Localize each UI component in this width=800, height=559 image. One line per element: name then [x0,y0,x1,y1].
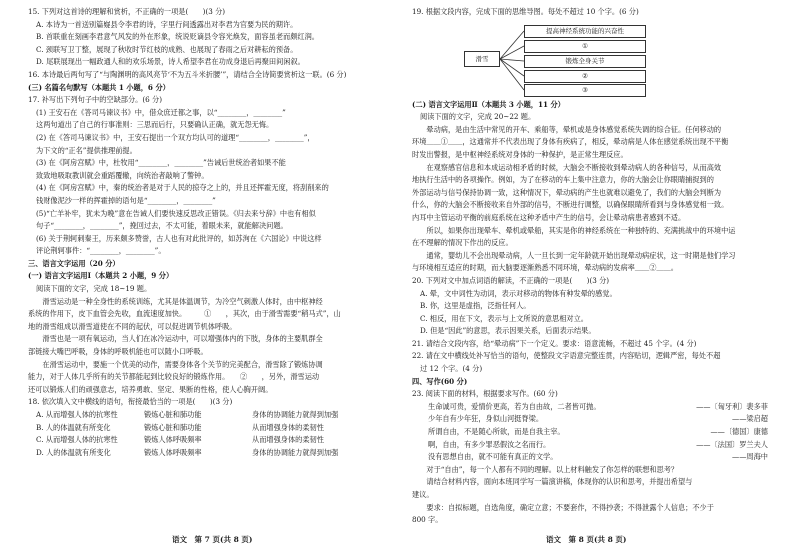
quote-text: 啊，自由，有多少罪恶假汝之名而行。 [428,439,551,449]
quote-author: ——〔匈牙利〕裴多菲 [696,401,768,411]
writing-instruction: 建议。 [412,490,434,499]
q18-option-cell: 锻炼心脏和肺功能 [144,422,202,432]
q23-stem: 23. 阅读下面的材料，根据要求写作。(60 分) [412,389,558,399]
mind-map-branch: ③ [524,84,646,97]
page-footer-right: 语文 第 8 页(共 8 页) [546,535,627,544]
left-column [28,6,388,459]
q15-stem: 15. 下列对这首诗的理解和赏析，不正确的一项是( )(3 分) [28,7,226,16]
passage-line: 能力，对于人体几乎所有的关节都能起到比较良好的锻炼作用。 ② ，另外，滑雪运动 [28,372,320,382]
q20-option-d: D. 但是“因此”的意思，表示因果关系，后面表示结果。 [420,326,596,336]
writing-instruction: 对于“自由”，每一个人都有不同的理解。以上材料触发了你怎样的联想和思考？ [412,464,679,474]
writing-instruction: 800 字。 [412,515,443,525]
q20-option-c: C. 相反，用在下文，表示与上文所说的意思相对立。 [420,313,588,323]
q22-stem: 22. 请在文中横线处补写恰当的语句，使整段文字语意完整连贯，内容贴切，逻辑严密，每处不超 [412,351,721,361]
q20-option-a: A. 晕，文中词性为动词，表示对移动的物体有种发晕的感觉。 [420,288,617,298]
q17-line: (2) 在《答司马谏议书》中，王安石提出一个双方均认可的道理“________，________”， [36,132,315,142]
mind-map [464,21,774,97]
passage-line: 在不理解的情况下作出的反应。 [412,238,513,248]
q17-line: (3) 在《阿房宫赋》中，杜牧用“________，________”告诫后世统治者如果不能 [36,158,286,168]
q18-option-cell: 锻炼心脏和肺功能 [144,410,202,419]
passage-line: 在观察感官信息和本成运动相矛盾的时候，大脑会不断接收到晕动病人的各种信号，从而高效 [412,162,722,172]
passage-line: 滑雪也是一项有氧运动，当人们在冰冷运动中，可以增强体内的下肢，身体的主要肌群全 [28,334,323,344]
quote-text: 所谓自由，不是随心所欲，而是自我主宰。 [428,427,565,437]
q15-option-d: D. 尾联展现出一幅政通人和的欢乐场景，诗人希望李君在功成身退后再聚田间闲叙。 [36,57,305,67]
quote-author: ——〔法国〕罗兰夫人 [696,439,768,449]
q20-option-b: B. 你，这里是虚指，泛指任何人。 [420,301,531,311]
q17-line: 句子“________，________”，挽回过去，不太可能，着眼未来，就能解决问题。 [36,221,288,231]
passage-line: 环境＿＿①＿＿，这通常并不代表出现了身体有疾病了，相反，晕动病是人体在感觉系统出现不平衡 [412,137,729,147]
reading-instruction: 阅读下面的文字，完成 20~22 题。 [420,112,536,122]
quote-line [412,401,774,414]
q18-option-cell: 锻炼人体呼吸频率 [144,447,202,457]
passage-line: 滑雪运动是一种全身性的系统训练，尤其是体温调节，为冷空气刺激人体时，由中枢神经 [28,296,323,306]
q18-option-cell: B. 人的体温就有所变化 [36,422,111,432]
passage-line: 外部运动与信号保持协调一致，这种情况下，晕动病的产生也就难以避免了，我们的大脑会判断为 [412,187,722,197]
q15-option-b: B. 首联重在刻画李君意气风发的外在形象，统说贬谪县令容光焕发，面容虽老而颇红润。 [36,32,319,42]
q18-option-cell: 身体的协调能力就得到加强 [252,410,339,419]
q17-line: 评论荆轲事件：“________，________”。 [36,246,166,256]
passage-line: 晕动病，是由生活中常见的开车、乘船等，晕机或是身体感觉系统失调的综合征。任何移动的 [412,124,722,134]
quote-text: 生命诚可贵，爱情价更高，若为自由故，二者皆可抛。 [428,401,601,411]
quote-text: 没有思想自由，就不可能有真正的文学。 [428,452,558,462]
writing-instruction: 要求：自拟标题，自选角度，确定立意；不要套作，不得抄袭；不得泄露个人信息；不少于 [412,502,714,512]
passage-line: 时发出警报，是中枢神经系统对身体的一种保护，是正常生理反应。 [412,149,628,159]
quote-line [412,451,774,464]
passage-line: 通常，婴幼儿不会出现晕动病，人一旦长到一定年龄就开始出现晕动病症状，这一时期是他们学习 [412,250,736,260]
q18-option-cell: 从而增强身体的柔韧性 [252,435,324,445]
passage-line: 还可以锻炼人们的顽强意志，培养勇敢、坚定、果断的性格，使人心胸开阔。 [28,384,273,394]
passage-line: 内耳中主管运动平衡的前庭系统在这种矛盾中产生的信号，会让晕动病患者感到不适。 [412,212,686,222]
q21-stem: 21. 请结合文段内容，给“晕动病”下一个定义。要求：语意流畅，不超过 45 个字。(4 分) [412,338,697,348]
q22-stem-cont: 过 12 个字。(4 分) [420,364,483,374]
mind-map-branch: ① [524,40,646,53]
q17-line: (5)“亡羊补牢，犹未为晚”意在告诫人们要快速反思改正错误。《归去来兮辞》中也有相似 [36,208,316,218]
q18-option-cell: 身体的协调能力就得到加强 [252,447,339,457]
q15-option-a: A. 本诗为一首送别篇嶷县令李君的诗，字里行间透露出对李君为官要为民的期许。 [36,19,298,29]
section-memorization-heading: (三) 名篇名句默写（本题共 1 小题，6 分） [28,82,170,92]
passage-line: 部链接大嘴巴呼吸，身体的呼吸机能也可以随小口呼吸。 [28,347,208,357]
q18-option-cell: D. 人的体温就有所变化 [36,447,111,457]
section-writing-heading: 四、写作(60 分) [412,376,468,386]
q17-line: 这两句道出了自己的行事准则：三思而后行，只要确认正确，就无怨无悔。 [36,120,274,130]
passage-line: 地的滑雪组成以滑雪道使在不同的起伏，可以促进调节机体呼吸。 [28,321,237,331]
q17-line: 致致地吸取教训就会重蹈覆辙，向统治者敲响了警钟。 [36,170,209,180]
q18-option-cell: 从而增强身体的柔韧性 [252,422,324,432]
quote-author: ——周海中 [732,452,768,462]
passage-line: 所以，如果你出现晕车、晕机或晕船，其实是你的神经系统在一种独特的、充满挑战中的环境中运 [412,225,736,235]
q17-stem: 17. 补写出下列句子中的空缺部分。(6 分) [28,95,162,105]
q18-option-cell: A. 从而增强人体的抗寒性 [36,410,118,419]
q18-options [28,409,388,459]
q17-line: (1) 王安石在《答司马谏议书》中，借众庶迁都之事，以“________，________” [36,107,286,117]
language-part2-heading: (二) 语言文字运用Ⅱ（本题共 3 小题，11 分） [412,99,565,109]
passage-line: 在滑雪运动中，要施一个优美的动作，需要身体各个关节的完美配合，滑雪除了锻炼协调 [28,359,323,369]
q16-stem: 16. 本诗最后两句写了“与陶渊明的高风亮节‘不为五斗米折腰’”，请结合全诗简要赏析这一联。(6 分) [28,69,347,79]
language-part1-heading: (一) 语言文字运用Ⅰ（本题共 2 小题，9 分） [28,271,174,281]
q19-stem: 19. 根据文段内容，完成下面的思维导图。每处不超过 10 个字。(6 分) [412,7,639,16]
mind-map-branch: 锻炼全身关节 [524,55,646,68]
page-footer-left: 语文 第 7 页(共 8 页) [172,535,253,544]
q17-line: 钱财像泥沙一样的挥霍掉的语句是“________，________” [36,195,216,205]
section-language-heading: 三、语言文字运用（20 分） [28,258,120,268]
quote-line [412,426,774,439]
reading-instruction: 阅读下面的文字，完成 18~19 题。 [36,284,152,294]
quote-line [412,413,774,426]
quote-author: ——梁启超 [732,414,768,424]
mind-map-branch: ② [524,70,646,83]
q18-option-cell: 锻炼人体呼吸频率 [144,435,202,445]
passage-line: 与环境相互适应的时期，而大脑要逐渐熟悉不同环境，晕动病的发病率＿＿②＿＿。 [412,263,678,273]
mind-map-branch: 提高神经系统功能的兴奋性 [524,25,646,38]
q18-option-cell: C. 从而增强人体的抗寒性 [36,435,118,445]
q17-line: (4) 在《阿房宫赋》中，秦的统治者是对于人民的掠夺之上的，并且还挥霍无度，将刮削来的 [36,183,329,193]
passage-line: 什么，你的大脑会不断接收来自外部的信号，不断进行调整，以确保眼睛所看到与身体感觉相一致。 [412,200,729,210]
quote-text: 少年自有少年狂，身似山河挺脊梁。 [428,414,544,424]
writing-instruction: 请结合材料内容，面向本班同学写一篇演讲稿，体现你的认识和思考，并提出希望与 [412,477,693,487]
q18-stem: 18. 依次填入文中横线的语句，衔接最恰当的一项是( )(3 分) [28,397,233,407]
q20-stem: 20. 下列对文中加点词语的解读，不正确的一项是( )(3 分) [412,275,610,285]
right-column [412,6,774,527]
passage-line: 系统的作用下，皮下血管会先收，血流速度加快。 ① ，其次，由于滑雪需要“稍马式”，山 [28,309,341,319]
q17-line: 为下文的“正名”提供推理前提。 [36,145,137,155]
q17-line: (6) 关于荆轲刺秦王，历来颇多赞誉，古人也有对此批评的，如苏洵在《六国论》中说这样 [36,233,322,243]
quote-author: ——〔德国〕康德 [710,427,768,437]
passage-line: 地执行生活中的各项操作。例如，为了在移动的车上集中注意力，你的大脑会让你眼睛捕捉到的 [412,175,714,185]
mind-map-center: 滑雪 [464,51,500,67]
q15-option-c: C. 颈联写卫丁整，展现了秋收时节红枝的成熟、也展现了春雨之后对耕耘的预备。 [36,44,298,54]
quote-line [412,439,774,452]
